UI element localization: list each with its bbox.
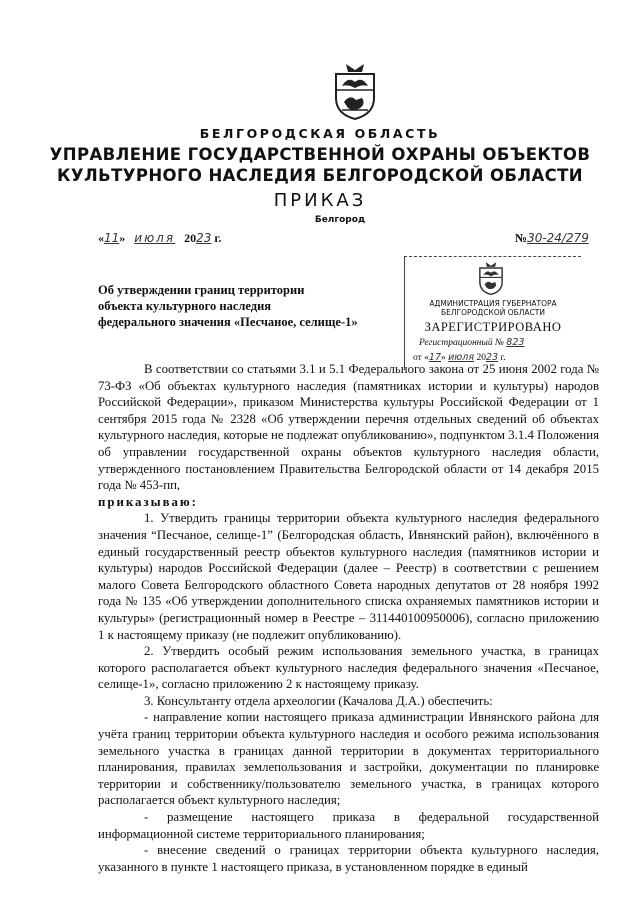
subject-line1: Об утверждении границ территории — [98, 283, 305, 297]
stamp-coat-of-arms-icon — [477, 261, 505, 295]
item-1: 1. Утвердить границы территории объекта культурного наследия федерального значения “Песчаное, селище-1” (Белгородская область, Ивнянский район), включённого в единый государственный реестр объектов культурного наследия (памятников истории и культуры) народов Российской Федерации (далее – Реестр) в соответствии с решением малого Совета Белгородского областного Совета народных депутатов от 28 ноября 1992 года № 135 «Об утверждении дополнительного списка охраняемых памятников истории и культуры» (регистрационный номер в Реестре – 311440100950006), согласно приложению 1 к настоящему приказу (не подлежит опубликованию). — [98, 511, 599, 642]
preamble-paragraph: В соответствии со статьями 3.1 и 5.1 Федерального закона от 25 июня 2002 года № 73-ФЗ «Об объектах культурного наследия (памятниках истории и культуры) народов Российской Федерации», приказом Министерства культуры Российской Федерации от 1 сентября 2015 года № 2328 «Об утверждении перечня отдельных сведений об объектах культурного наследия, которые не подлежат опубликованию», подпунктом 3.1.4 Положения об управлении государственной охраны объектов культурного наследия области, утвержденного постановлением Правительства Белгородской области от 14 декабря 2015 года № 453-пп, — [98, 362, 599, 493]
stamp-reg-number-row — [419, 337, 524, 348]
order-word: приказываю: — [98, 494, 198, 509]
item-3-b: - размещение настоящего приказа в федеральной государственной информационной системе территориального планирования; — [98, 810, 599, 841]
stamp-reg-label: Регистрационный № — [419, 338, 504, 348]
stamp-date-from: от « — [413, 353, 429, 363]
order-number — [515, 231, 589, 246]
stamp-reg-number: 823 — [506, 337, 525, 348]
item-2: 2. Утвердить особый режим использования земельного участка, в границах которого располагается объект культурного наследия федерального значения «Песчаное, селище-1», согласно приложению 2 к настоящему приказу. — [98, 644, 599, 692]
number-value: 30-24/279 — [527, 231, 589, 245]
stamp-authority-line2: БЕЛГОРОДСКОЙ ОБЛАСТИ — [441, 308, 545, 317]
agency-title-line2: КУЛЬТУРНОГО НАСЛЕДИЯ БЕЛГОРОДСКОЙ ОБЛАСТИ — [56, 166, 584, 185]
stamp-date-close: » — [441, 353, 446, 363]
stamp-date-year-suffix: 23 — [485, 352, 499, 363]
date-open-quote: « — [98, 231, 104, 245]
stamp-registered-label: ЗАРЕГИСТРИРОВАНО — [424, 320, 562, 334]
order-body — [98, 361, 599, 875]
order-subject — [98, 282, 358, 330]
stamp-date-year-prefix: 20 — [476, 353, 486, 363]
registration-stamp — [404, 256, 581, 369]
city-label: Белгород — [314, 215, 366, 225]
stamp-date-month: июля — [448, 352, 475, 363]
date-month: июля — [134, 231, 176, 245]
date-year-prefix: 20 — [184, 231, 197, 245]
date-year-suffix: 23 — [196, 231, 212, 245]
stamp-authority-line1: АДМИНИСТРАЦИЯ ГУБЕРНАТОРА — [429, 299, 557, 308]
date-close-quote: » — [119, 231, 126, 245]
stamp-date-day: 17 — [428, 352, 441, 363]
subject-line3: федерального значения «Песчаное, селище-1» — [98, 315, 358, 329]
belgorod-coat-of-arms-icon — [332, 62, 378, 120]
item-3: 3. Консультанту отдела археологии (Качалова Д.А.) обеспечить: — [144, 693, 493, 708]
number-prefix: № — [515, 231, 528, 245]
region-title: БЕЛГОРОДСКАЯ ОБЛАСТЬ — [199, 126, 441, 141]
item-3-a: - направление копии настоящего приказа администрации Ивнянского района для учёта границ территории объекта культурного наследия и особого режима использования земельного участка в границах данной территории в документах территориального планирования, правилах землепользования и застройки, документации по планировке территории и собственнику/пользователю земельного участка, в границах которого располагается объект культурного наследия; — [98, 710, 599, 808]
subject-line2: объекта культурного наследия — [98, 299, 272, 313]
agency-title-line1: УПРАВЛЕНИЕ ГОСУДАРСТВЕННОЙ ОХРАНЫ ОБЪЕКТОВ — [49, 145, 591, 164]
document-type: ПРИКАЗ — [273, 190, 367, 211]
item-3-c: - внесение сведений о границах территории объекта культурного наследия, указанного в пункте 1 настоящего приказа, в установленном порядке в единый — [98, 843, 599, 874]
order-date — [98, 231, 221, 246]
date-year-unit: г. — [214, 231, 222, 245]
date-day: 11 — [104, 231, 120, 245]
stamp-date-year-unit: г. — [500, 353, 506, 363]
